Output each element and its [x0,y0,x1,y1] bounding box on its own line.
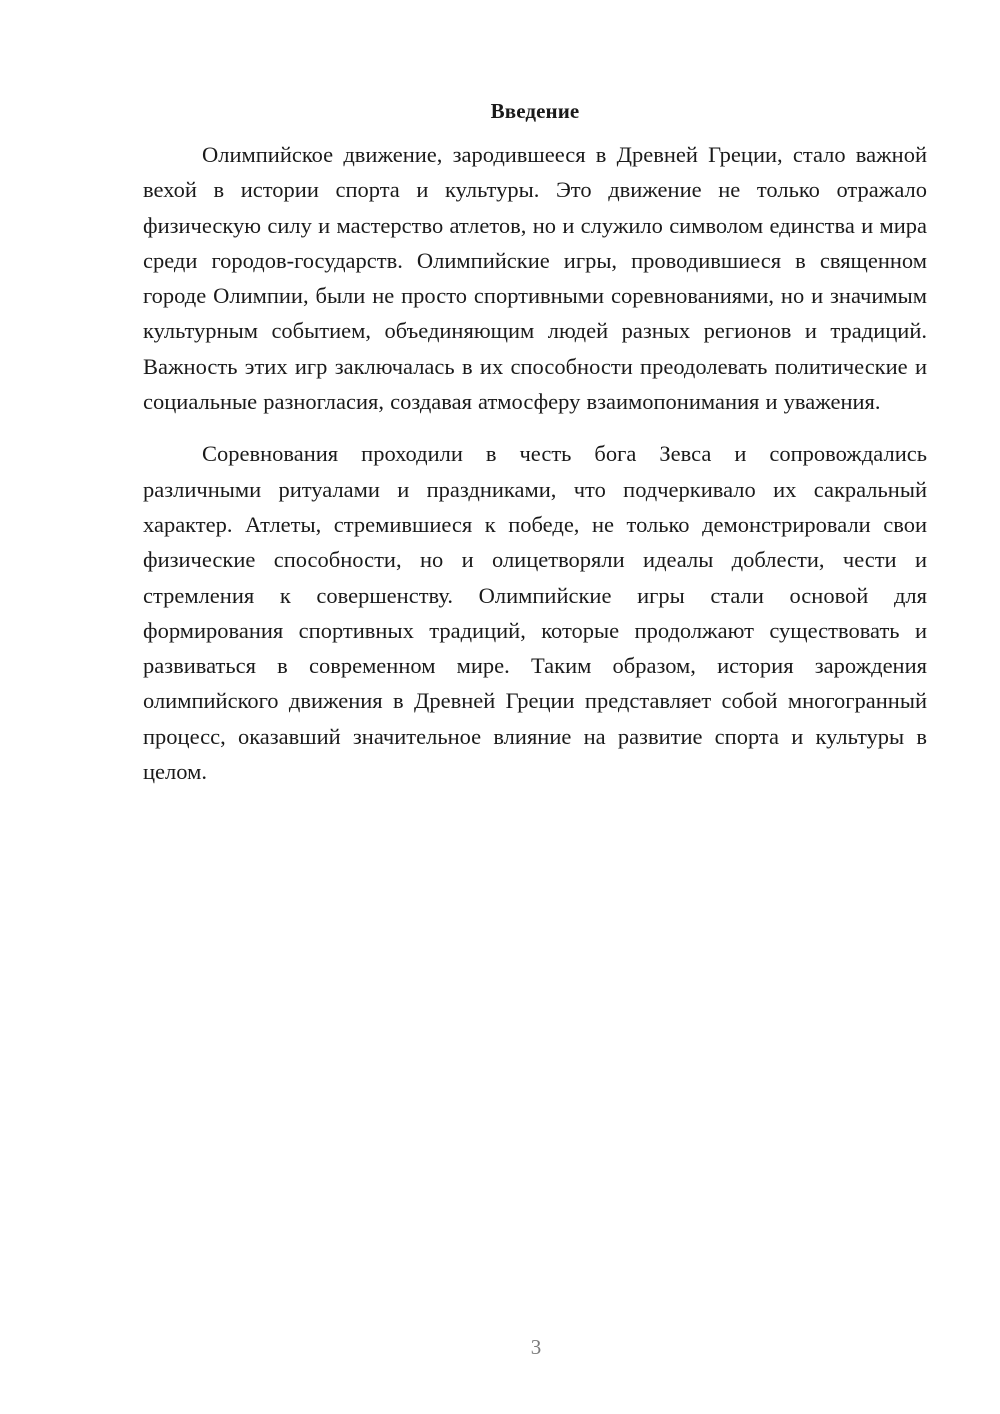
paragraph-1: Олимпийское движение, зародившееся в Древней Греции, стало важной вехой в истории спорта и культуры. Это движение не только отражало физическую силу и мастерство атлетов, но и служило символом единства и мира среди городов-государств. Олимпийские игры, проводившиеся в священном городе Олимпии, были не просто спортивными соревнованиями, но и значимым культурным событием, объединяющим людей разных регионов и традиций. Важность этих игр заключалась в их способности преодолевать политические и социальные разногласия, создавая атмосферу взаимопонимания и уважения. [143,142,927,415]
page-number: 3 [530,1335,542,1359]
page-content [143,96,927,789]
paragraph-2: Соревнования проходили в честь бога Зевса и сопровождались различными ритуалами и праздниками, что подчеркивало их сакральный характер. Атлеты, стремившиеся к победе, не только демонстрировали свои физические способности, но и олицетворяли идеалы доблести, чести и стремления к совершенству. Олимпийские игры стали основой для формирования спортивных традиций, которые продолжают существовать и развиваться в современном мире. Таким образом, история зарождения олимпийского движения в Древней Греции представляет собой многогранный процесс, оказавший значительное влияние на развитие спорта и культуры в целом. [143,441,927,785]
section-heading: Введение [490,99,580,123]
